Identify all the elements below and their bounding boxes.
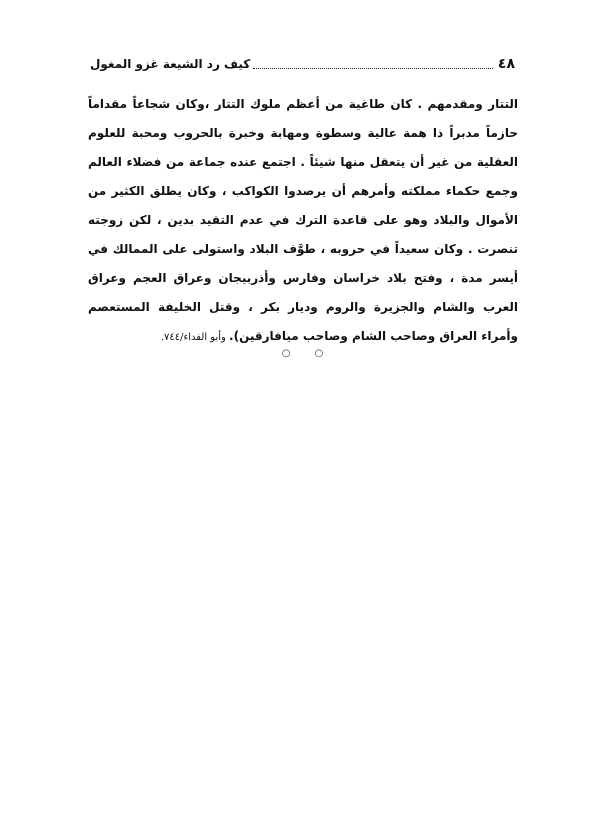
section-separator (250, 348, 355, 362)
page-header (90, 52, 515, 76)
dotted-leader (253, 59, 493, 69)
body-paragraph (88, 90, 518, 352)
paragraph-text: التتار ومقدمهم . كان طاغية من أعظم ملوك التتار ،وكان شجاعاً مقداماً حازماً مدبراً ذا همة عالية وسطوة ومهابة وخبرة بالحروب ومحبة للعلوم العقلية من غير أن يتعقل منها شيئاً . اجتمع عنده جماعة من فضلاء العالم وجمع حكماء مملكته وأمرهم أن يرصدوا الكواكب ، وكان يطلق الكثير من الأموال والبلاد وهو على قاعدة الترك في عدم التقيد بدين ، لكن زوجته تنصرت . وكان سعيداً في حروبه ، طوَّف البلاد واستولى على الممالك في أيسر مدة ، وفتح بلاد خراسان وفارس وأذربيجان وعراق العجم وعراق العرب والشام والجزيرة والروم وديار بكر ، وقتل الخليفة المستعصم وأمراء العراق وصاحب الشام وصاحب ميافارقين). (88, 97, 518, 343)
page-number: ٤٨ (497, 56, 515, 72)
running-title: كيف رد الشيعة غزو المغول (90, 57, 251, 71)
circle-ornament-left: ○ (281, 348, 291, 359)
citation: وأبو الفداء/٧٤٤. (160, 332, 230, 343)
circle-ornament-right: ○ (314, 348, 324, 359)
body-text (88, 90, 518, 352)
